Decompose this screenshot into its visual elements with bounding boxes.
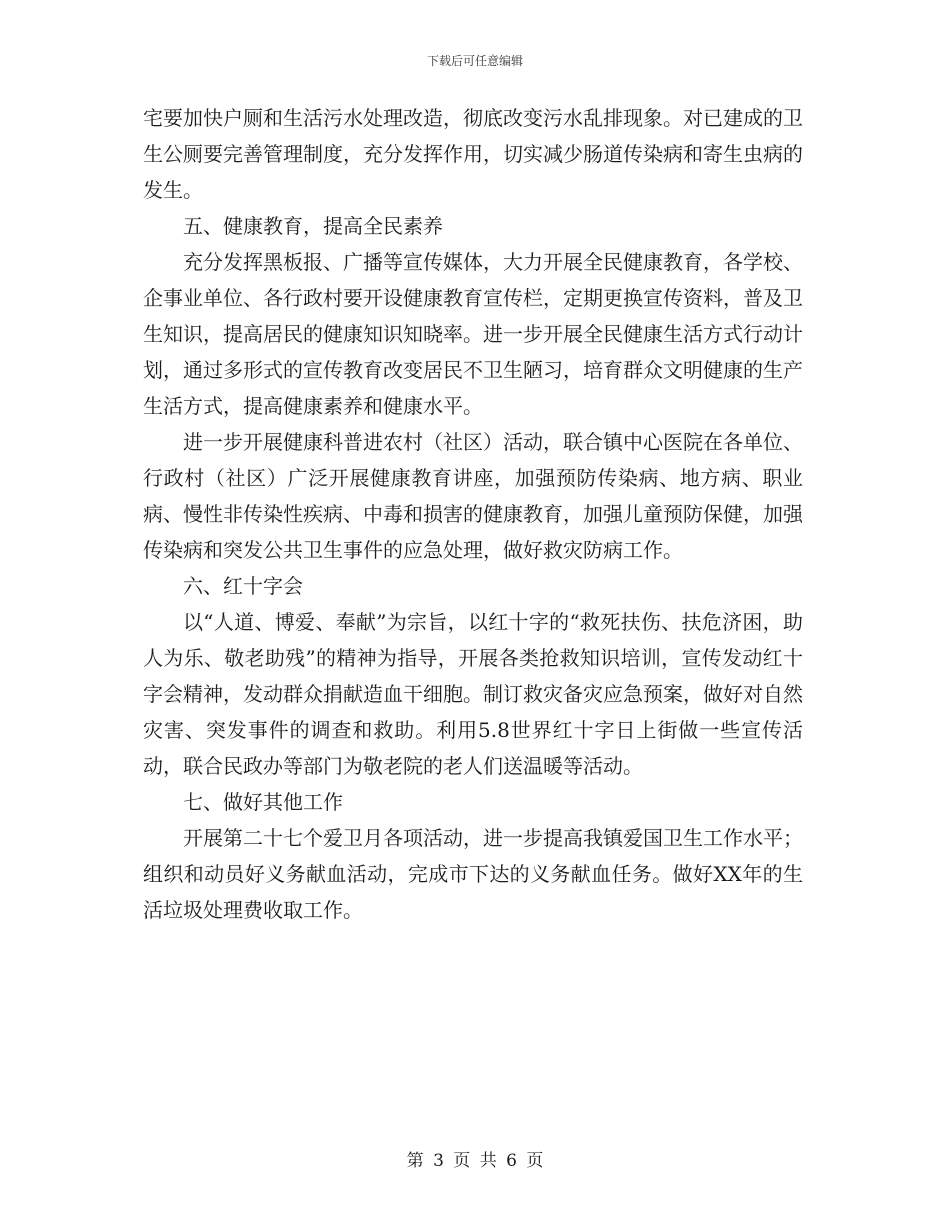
document-body bbox=[143, 100, 803, 928]
page-header: 下载后可任意编辑 bbox=[426, 54, 523, 68]
paragraph-health-education: 充分发挥黑板报、广播等宣传媒体，大力开展全民健康教育，各学校、企事业单位、各行政村要开设健康教育宣传栏，定期更换宣传资料，普及卫生知识，提高居民的健康知识知晓率。进一步开展全民健康生活方式行动计划，通过多形式的宣传教育改变居民不卫生陋习，培育群众文明健康的生产生活方式，提高健康素养和健康水平。 bbox=[143, 250, 803, 418]
section-heading-5: 五、健康教育，提高全民素养 bbox=[183, 214, 443, 238]
paragraph-red-cross: 以“人道、博爱、奉献”为宗旨，以红十字的“救死扶伤、扶危济困，助人为乐、敬老助残”的精神为指导，开展各类抢救知识培训，宣传发动红十字会精神，发动群众捐献造血干细胞。制订救灾备灾应急预案，做好对自然灾害、突发事件的调查和救助。利用5.8世界红十字日上街做一些宣传活动，联合民政办等部门为敬老院的老人们送温暖等活动。 bbox=[143, 610, 803, 778]
paragraph-continuation: 宅要加快户厕和生活污水处理改造，彻底改变污水乱排现象。对已建成的卫生公厕要完善管理制度，充分发挥作用，切实减少肠道传染病和寄生虫病的发生。 bbox=[143, 106, 803, 202]
paragraph-health-outreach: 进一步开展健康科普进农村（社区）活动，联合镇中心医院在各单位、行政村（社区）广泛开展健康教育讲座，加强预防传染病、地方病、职业病、慢性非传染性疾病、中毒和损害的健康教育，加强儿童预防保健，加强传染病和突发公共卫生事件的应急处理，做好救灾防病工作。 bbox=[143, 430, 803, 562]
page-number-footer: 第 3 页 共 6 页 bbox=[406, 1151, 544, 1171]
section-heading-6: 六、红十字会 bbox=[183, 574, 303, 598]
paragraph-other-work: 开展第二十七个爱卫月各项活动，进一步提高我镇爱国卫生工作水平；组织和动员好义务献血活动，完成市下达的义务献血任务。做好XX年的生活垃圾处理费收取工作。 bbox=[143, 826, 803, 922]
section-heading-7: 七、做好其他工作 bbox=[183, 790, 343, 814]
